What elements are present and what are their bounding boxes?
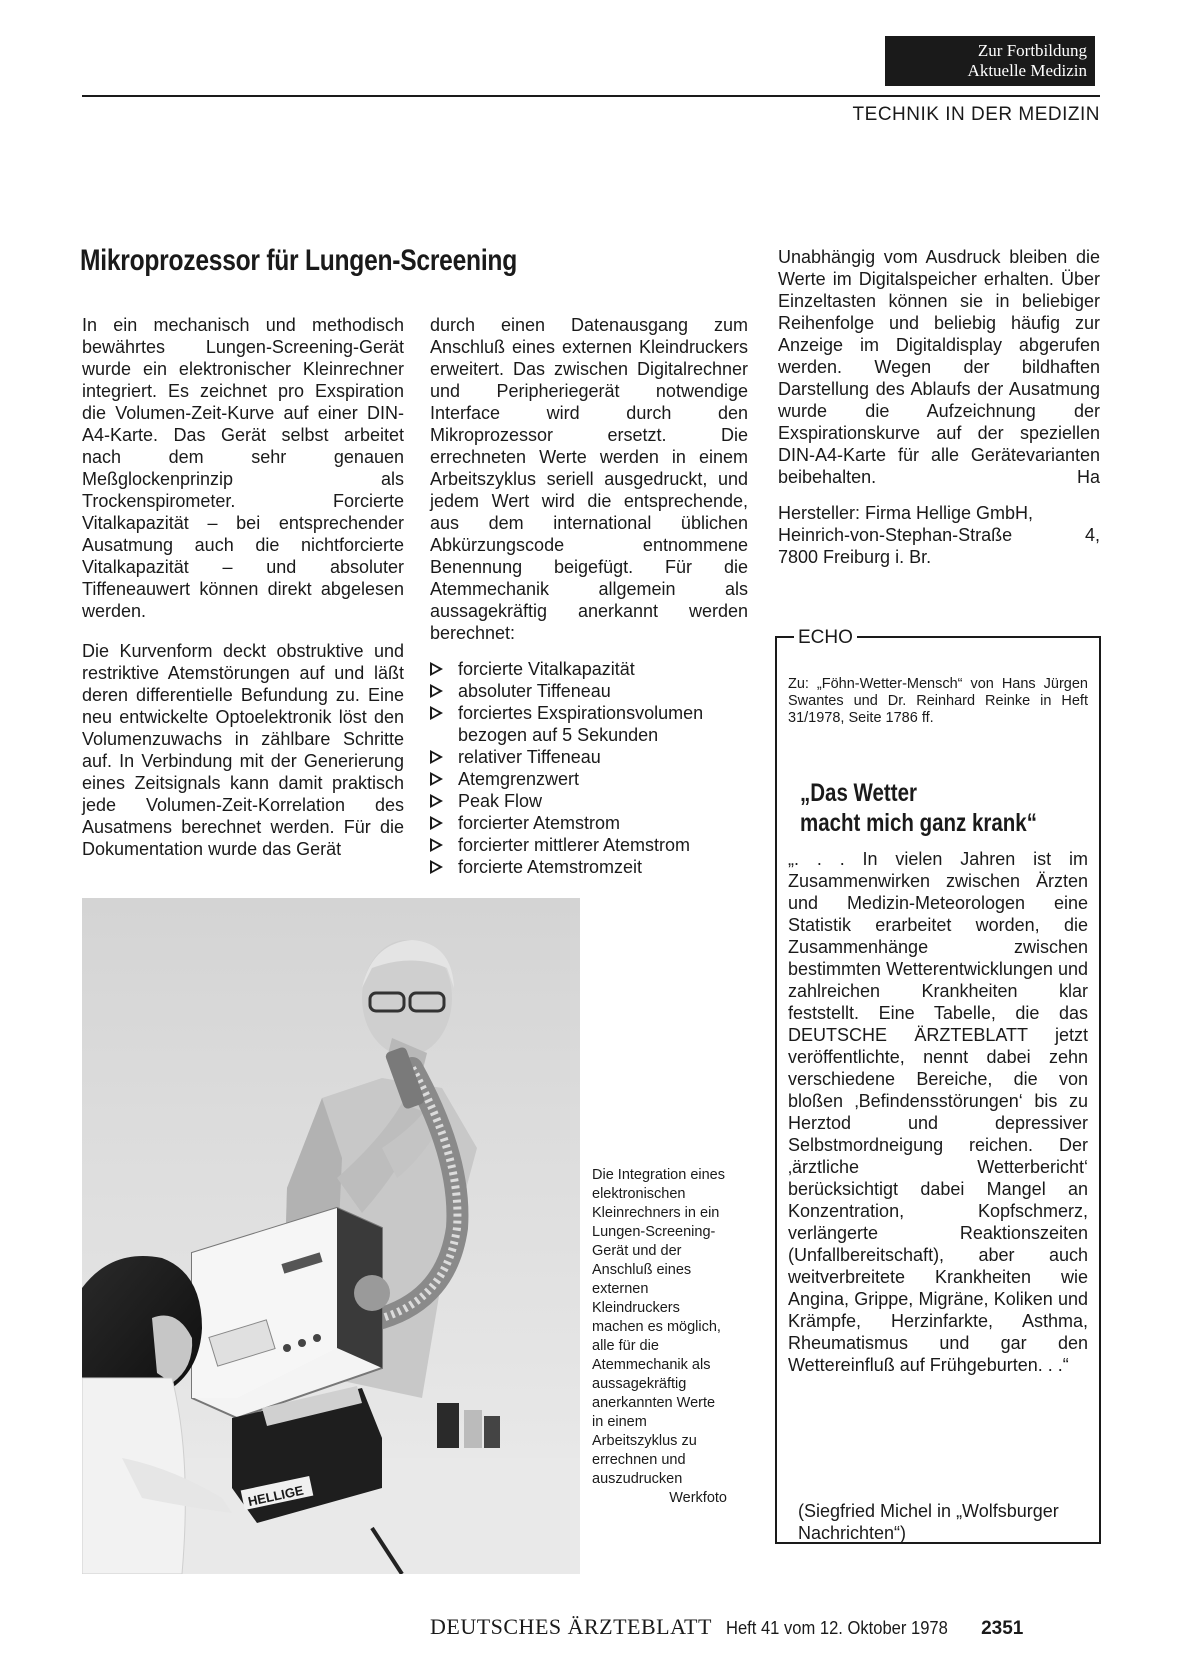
article-column-3 — [778, 246, 1100, 568]
list-item: relativer Tiffeneau — [430, 746, 748, 768]
list-item: forcierter Atemstrom — [430, 812, 748, 834]
article-photo — [82, 898, 580, 1574]
list-item: Atemgrenzwert — [430, 768, 748, 790]
manufacturer-line: Hersteller: Firma Hellige GmbH, — [778, 503, 1034, 523]
list-item: Peak Flow — [430, 790, 748, 812]
list-item-sub: bezogen auf 5 Sekunden — [458, 725, 659, 745]
paragraph: In ein mechanisch und methodisch bewährtes Lungen-Screening-Gerät wurde ein elektronischer Kleinrechner integriert. Es zeichnet pro Exspiration die Volumen-Zeit-Kurve auf einer DIN-A4-Karte. Das Gerät selbst arbeitet nach dem sehr genauen Meßglockenprinzip als Trockenspirometer. Forcierte Vitalkapazität – bei entsprechender Ausatmung auch die nichtforcierte Vitalkapazität – und absoluter Tiffeneauwert können direkt abgelesen werden. — [82, 315, 404, 621]
photo-caption: Die Integration eines elektronischen Kleinrechners in ein Lungen-Screening-Gerät und der Anschluß eines externen Kleindruckers machen es möglich, alle für die Atemmechanik als aussagekräftig anerkannten Werte in einem Arbeitszyklus zu errechnen und auszudrucken Werkfoto — [592, 1167, 727, 1506]
section-tag-line-2: Aktuelle Medizin — [967, 61, 1087, 80]
publication-name: DEUTSCHES ÄRZTEBLATT — [430, 1614, 712, 1639]
triangle-bullet-icon — [430, 706, 443, 720]
triangle-bullet-icon — [430, 684, 443, 698]
manufacturer-info — [778, 500, 1100, 568]
echo-reference: Zu: „Föhn-Wetter-Mensch“ von Hans Jürgen Swantes und Dr. Reinhard Reinke in Heft 31/1978, Seite 1786 ff. — [788, 676, 1088, 726]
list-item: forcierte Atemstromzeit — [430, 856, 748, 878]
triangle-bullet-icon — [430, 838, 443, 852]
list-item: forcierter mittlerer Atemstrom — [430, 834, 748, 856]
section-tag-line-1: Zur Fortbildung — [977, 41, 1087, 60]
article-headline: Mikroprozessor für Lungen-Screening — [80, 244, 517, 277]
list-item: forciertes Exspirationsvolumen bezogen auf 5 Sekunden — [430, 702, 748, 746]
echo-quote: „. . . In vielen Jahren ist im Zusammenwirken zwischen Ärzten und Medizin-Meteorologen eine Statistik erarbeitet worden, die Zusammenhänge zwischen bestimmten Wetterentwicklungen und zahlreichen Krankheiten klar feststellt. Eine Tabelle, die das DEUTSCHE ÄRZTEBLATT jetzt veröffentlichte, nennt dabei zehn verschiedene Bereiche, die von bloßen ‚Befindensstörungen‘ bis zu Herztod und depressiver Selbstmordneigung reichen. Der ‚ärztliche Wetterbericht‘ berücksichtigt dabei Mangel an Konzentration, Kopfschmerz, verlängerte Reaktionszeiten (Unfallbereitschaft), aber auch weitverbreitete Krankheiten wie Angina, Grippe, Migräne, Koliken und Krämpfe, Herzinfarkte, Asthma, Rheumatismus und gar den Wettereinfluß auf Frühgeburten. . .“ — [788, 849, 1088, 1375]
triangle-bullet-icon — [430, 772, 443, 786]
page-number: 2351 — [981, 1618, 1024, 1639]
section-title: TECHNIK IN DER MEDIZIN — [852, 104, 1100, 125]
paragraph: Die Kurvenform deckt obstruktive und restriktive Atemstörungen auf und läßt deren differentielle Befundung zu. Eine neu entwickelte Optoelektronik löst den Volumenzuwachs in zählbare Schritte auf. In Verbindung mit der Generierung eines Zeitsignals kann damit praktisch jede Volumen-Zeit-Korrelation des Ausatmens berechnet werden. Für die Dokumentation wurde das Gerät — [82, 641, 404, 859]
paragraph: durch einen Datenausgang zum Anschluß eines externen Kleindruckers erweitert. Das zwischen Digitalrechner und Peripheriegerät notwendige Interface wird durch den Mikroprozessor ersetzt. Die errechneten Werte werden in einem Arbeitszyklus seriell ausgedruckt, und jedem Wert wird die entsprechende, aus dem international üblichen Abkürzungscode entnommene Benennung beigefügt. Für die Atemmechanik allgemein als aussagekräftig anerkannt werden berechnet: — [430, 315, 748, 643]
header-rule — [82, 95, 1100, 97]
triangle-bullet-icon — [430, 662, 443, 676]
list-item: absoluter Tiffeneau — [430, 680, 748, 702]
device-brand-label: HELLIGE — [246, 1482, 305, 1510]
echo-headline — [800, 778, 1037, 838]
issue-info: Heft 41 vom 12. Oktober 1978 — [725, 1618, 948, 1638]
echo-source: (Siegfried Michel in „Wolfsburger Nachrichten“) — [798, 1501, 1059, 1543]
echo-headline-line-2: macht mich ganz krank“ — [800, 809, 1037, 837]
triangle-bullet-icon — [430, 860, 443, 874]
list-item: forcierte Vitalkapazität — [430, 658, 748, 680]
triangle-bullet-icon — [430, 750, 443, 764]
echo-label: ECHO — [794, 627, 857, 649]
triangle-bullet-icon — [430, 816, 443, 830]
measurement-list — [430, 658, 748, 878]
paragraph: Unabhängig vom Ausdruck bleiben die Werte im Digitalspeicher erhalten. Über Einzeltasten können sie in beliebiger Reihenfolge und beliebig häufig zur Anzeige im Digitaldisplay abgerufen werden. Wegen der bildhaften Darstellung des Ablaufs der Ausatmung wurde die Aufzeichnung der Exspirationskurve auf der speziellen DIN-A4-Karte für alle Gerätevarianten beibehalten. Ha — [778, 247, 1100, 487]
author-initials: Ha — [1076, 467, 1100, 487]
section-tag-box — [885, 36, 1095, 86]
photo-credit: Werkfoto — [669, 1490, 727, 1506]
echo-headline-line-1: „Das Wetter — [800, 779, 917, 807]
article-column-2 — [430, 314, 748, 878]
manufacturer-line: Heinrich-von-Stephan-Straße 4, — [778, 525, 1100, 545]
triangle-bullet-icon — [430, 794, 443, 808]
manufacturer-line: 7800 Freiburg i. Br. — [778, 547, 932, 567]
page-footer — [430, 1614, 1023, 1640]
article-column-1 — [82, 314, 404, 878]
